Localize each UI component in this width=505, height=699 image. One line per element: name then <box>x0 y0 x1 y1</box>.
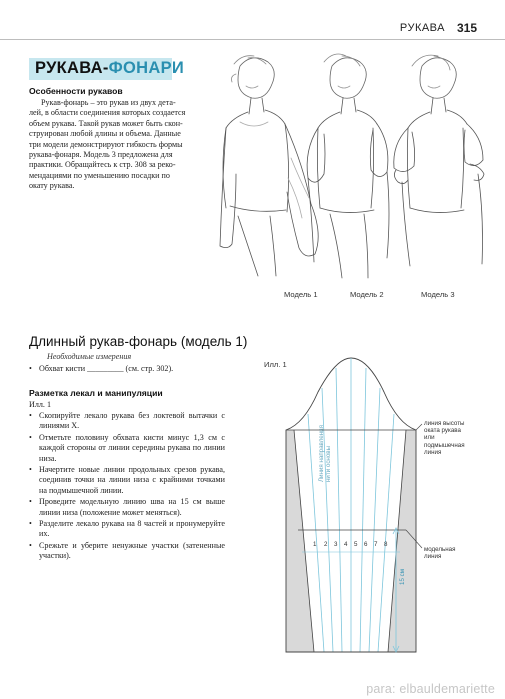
grainline-label <box>318 425 332 482</box>
running-head-section: РУКАВА <box>399 22 445 34</box>
shaded-area-left <box>286 430 317 652</box>
instructions-list <box>29 411 225 563</box>
annotation-line: модельная <box>424 546 456 553</box>
measurement-label: 15 см <box>399 569 406 585</box>
grainline-label-line: нити основы <box>325 445 333 482</box>
panel-number: 4 <box>344 541 348 548</box>
instruction-step: • Начертите новые линии продольных срезов рукава, соединив точки на линии низа с крайними точками на подмышечной линии. <box>29 465 225 496</box>
annotation-line: или <box>424 434 435 442</box>
instruction-step: • Отметьте половину обхвата кисти минус 1,3 см с каждой стороны от линии середины рукава по линии низа. <box>29 433 225 464</box>
page-number: 315 <box>456 21 477 35</box>
leader-line-top <box>416 424 422 430</box>
layout-heading: Разметка лекал и манипуляции <box>29 388 163 398</box>
annotation-line: линия высоты <box>424 420 465 427</box>
annotation-line: оката рукава <box>424 427 461 435</box>
intro-line: объем рукава. Такой рукав может быть скон- <box>29 118 183 128</box>
annotation-line: линия <box>424 448 442 456</box>
grainline-label-line: Линия направления <box>318 425 325 482</box>
model-3-label: Модель 3 <box>421 290 455 299</box>
annotation-cap-height <box>424 420 465 456</box>
intro-line: струирован любой длины и объема. Данные <box>29 129 181 139</box>
model-3-figure <box>394 55 484 266</box>
watermark: para: elbauldemariette <box>366 682 495 696</box>
panel-number: 1 <box>313 541 317 548</box>
sleeve-pattern-diagram <box>284 352 424 657</box>
intro-line: рукава-фонаря. Модель 3 предложена для <box>29 150 173 160</box>
panel-number: 7 <box>374 541 378 548</box>
instruction-step: • Проведите модельную линию шва на 15 см выше линии низа (положение может меняться). <box>29 497 225 518</box>
header-rule <box>0 39 505 40</box>
intro-line: мендациями по уменьшению посадки по <box>29 170 170 180</box>
subsection-title: Длинный рукав-фонарь (модель 1) <box>29 334 248 349</box>
instruction-step: • Срежьте и уберите ненужные участки (затененные участки). <box>29 541 225 562</box>
intro-line: Рукав-фонарь – это рукав из двух дета- <box>41 98 176 107</box>
intro-paragraph <box>29 98 217 192</box>
measurements-label: Необходимые измерения <box>47 352 132 361</box>
chapter-title-part1: РУКАВА- <box>35 59 109 77</box>
panel-number: 3 <box>334 541 338 548</box>
annotation-line: подмышечная <box>424 441 465 449</box>
model-2-label: Модель 2 <box>350 290 384 299</box>
annotation-line: линия <box>424 553 442 561</box>
intro-line: три модели демонстрируют гибкость формы <box>29 139 183 149</box>
chapter-title-part2: ФОНАРИ <box>108 59 185 77</box>
intro-line: практики. Обращайтесь к стр. 308 за реко- <box>29 160 176 170</box>
measurement-item: • Обхват кисти _________ (см. стр. 302). <box>29 364 221 374</box>
chapter-title <box>35 59 184 78</box>
new-side-seams <box>294 430 406 652</box>
fashion-sketch-illustration <box>218 48 493 288</box>
shaded-area-right <box>388 430 416 652</box>
intro-line: окату рукава. <box>29 181 75 191</box>
slash-lines <box>308 358 394 652</box>
instruction-step: • Скопируйте лекало рукава без локтевой вытачки с линиями X. <box>29 411 225 432</box>
model-1-label: Модель 1 <box>284 290 318 299</box>
panel-number: 5 <box>354 541 358 548</box>
panel-number: 8 <box>384 541 388 548</box>
panel-number: 2 <box>324 541 328 548</box>
instruction-step: • Разделите лекало рукава на 8 частей и пронумеруйте их. <box>29 519 225 540</box>
model-2-figure <box>307 54 389 278</box>
annotation-style-line <box>424 546 455 560</box>
intro-line: лей, в области соединения которых создается <box>29 108 186 118</box>
intro-heading: Особенности рукавов <box>29 86 123 96</box>
measurements-list <box>29 364 221 375</box>
diagram-ill-label: Илл. 1 <box>264 360 287 369</box>
instructions-ill-label: Илл. 1 <box>29 400 52 409</box>
panel-number: 6 <box>364 541 368 548</box>
model-1-figure <box>220 56 318 276</box>
